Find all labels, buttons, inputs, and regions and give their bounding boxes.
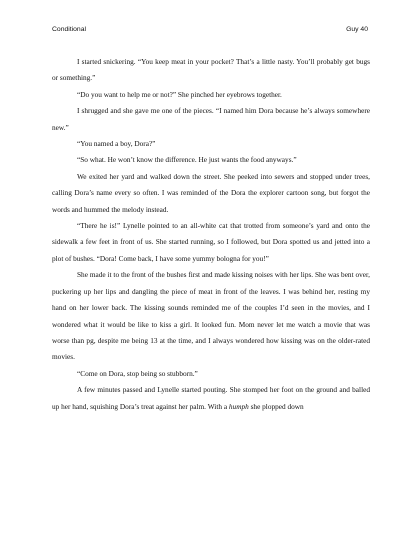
paragraph-text: A few minutes passed and Lynelle started pouting. She stomped her foot on the ground and balled up her hand, squishing Dora’s treat against her palm. With a [52,385,370,411]
paragraph: She made it to the front of the bushes first and made kissing noises with her lips. She was bent over, puckering up her lips and dangling the piece of meat in front of the leaves. I was behind her, resting my hand on her lower back. The kissing sounds reminded me of the couples I’d seen in the movies, and I wondered what it would be like to kiss a girl. It looked fun. Mom never let me watch a movie that was worse than pg, despite me being 13 at the time, and I always wondered how kissing was on the older-rated movies. [52,270,370,362]
body-text [52,54,370,415]
paragraph: We exited her yard and walked down the street. She peeked into sewers and stopped under trees, calling Dora’s name every so often. I was reminded of the Dora the explorer cartoon song, but forgot the words and hummed the melody instead. [52,171,370,214]
paragraph: I shrugged and she gave me one of the pieces. “I named him Dora because he’s always somewhere new.” [52,106,370,132]
header-title: Conditional [52,26,87,33]
paragraph: “You named a boy, Dora?” [77,139,156,149]
paragraph: “Come on Dora, stop being so stubborn.” [77,368,198,378]
emphasis-text: humph [228,401,249,411]
paragraph [52,382,370,415]
header-page-number: Guy 40 [346,26,368,33]
running-header [52,26,368,33]
paragraph: “Do you want to help me or not?” She pinched her eyebrows together. [77,89,282,99]
paragraph: “There he is!” Lynelle pointed to an all-white cat that trotted from someone’s yard and onto the sidewalk a few feet in front of us. She started running, so I followed, but Dora spotted us and jetted into a plot of bushes. “Dora! Come back, I have some yummy bologna for you!” [52,221,370,263]
paragraph-text: she plopped down [248,401,304,411]
paragraph: “So what. He won’t know the difference. He just wants the food anyways.” [77,155,297,165]
paragraph: I started snickering. “You keep meat in your pocket? That’s a little nasty. You’ll probably get bugs or something.” [52,57,370,83]
